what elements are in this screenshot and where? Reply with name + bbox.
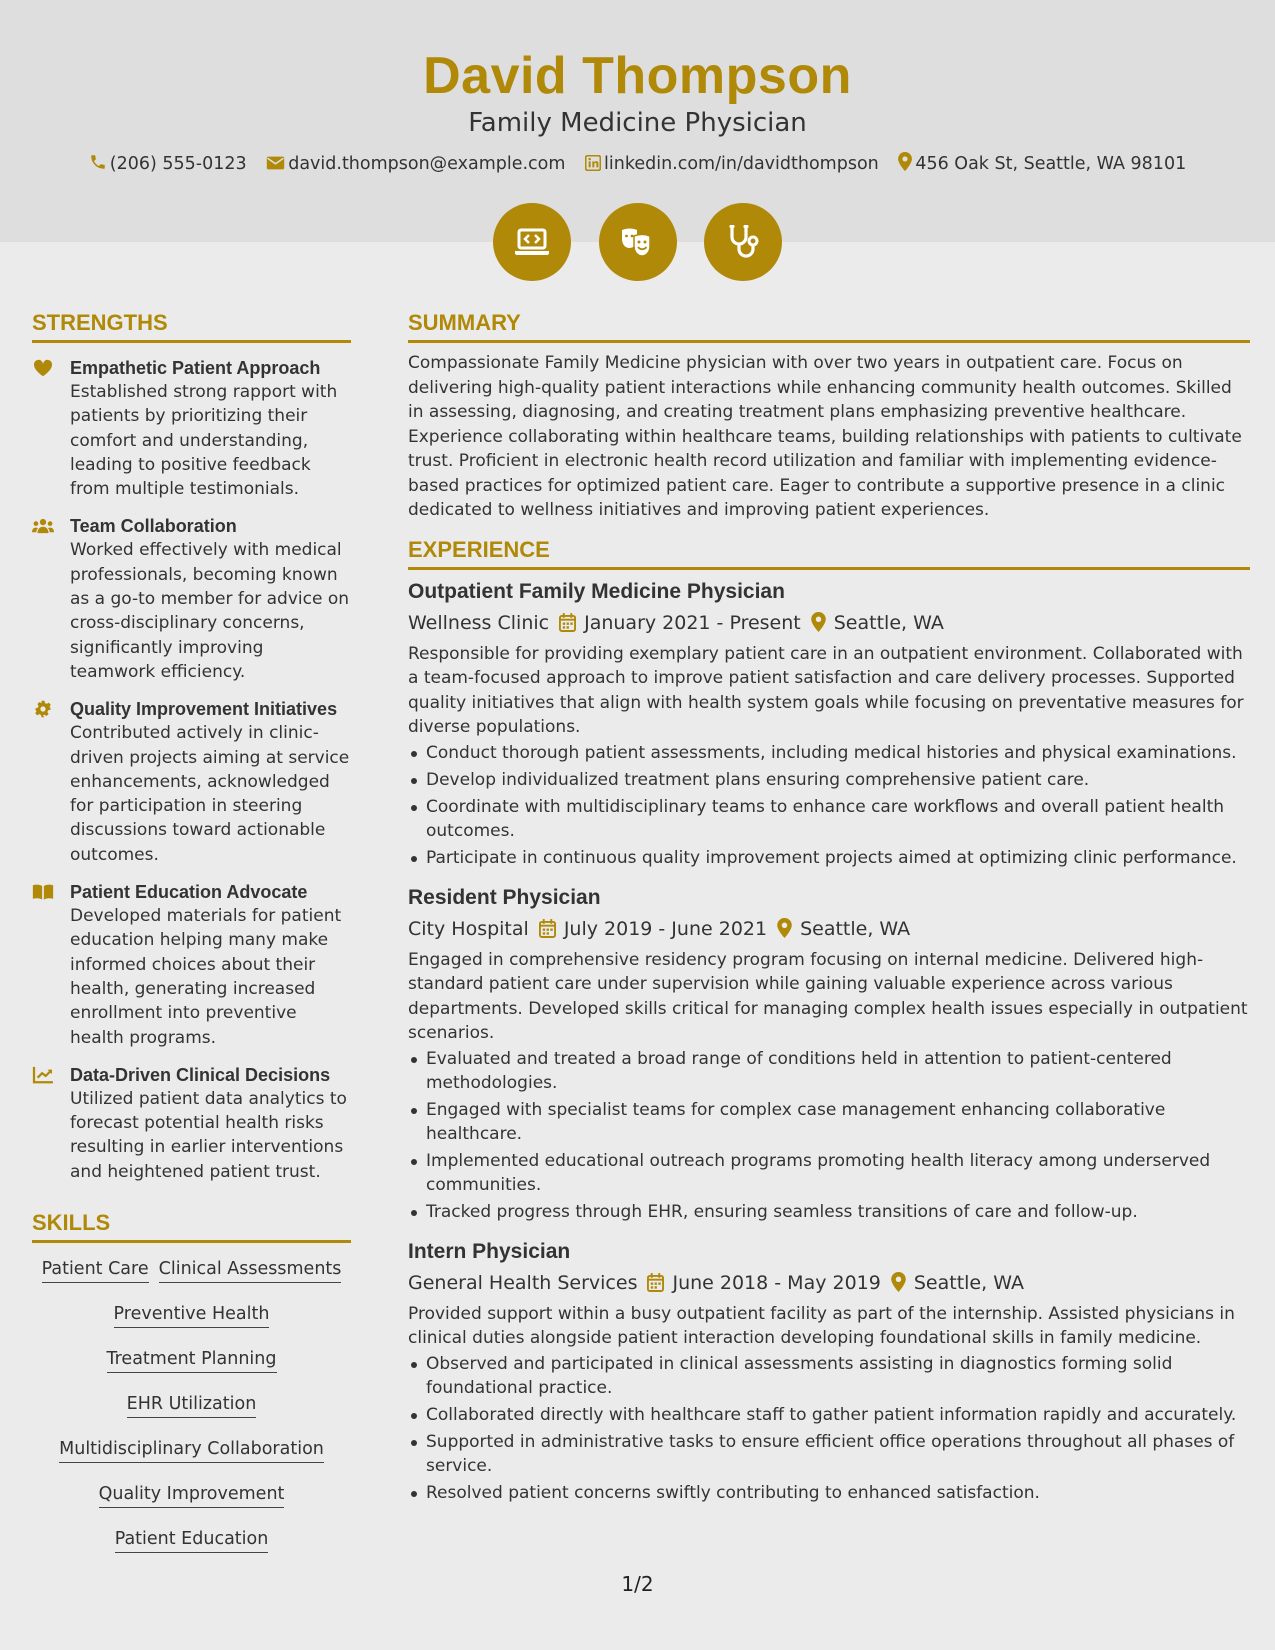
job-bullet: Supported in administrative tasks to ensure efficient office operations throughout all phases of service. bbox=[408, 1430, 1250, 1478]
job-bullets bbox=[408, 741, 1250, 870]
job-company: City Hospital bbox=[408, 917, 529, 940]
job-title: Intern Physician bbox=[408, 1239, 571, 1263]
map-marker-icon bbox=[891, 1272, 906, 1292]
calendar-icon bbox=[539, 919, 556, 938]
skill-tag: Treatment Planning bbox=[107, 1347, 277, 1373]
experience-entry bbox=[408, 884, 1250, 1224]
job-bullet: Evaluated and treated a broad range of conditions held in attention to patient-centered methodologies. bbox=[408, 1047, 1250, 1095]
job-bullet: Collaborated directly with healthcare staff to gather patient information rapidly and accurately. bbox=[408, 1403, 1250, 1427]
job-bullet: Coordinate with multidisciplinary teams to enhance care workflows and overall patient health outcomes. bbox=[408, 795, 1250, 843]
contact-email[interactable] bbox=[266, 154, 565, 174]
candidate-name: David Thompson bbox=[423, 47, 852, 105]
interest-circle-masks bbox=[599, 203, 677, 281]
job-bullet: Conduct thorough patient assessments, including medical histories and physical examinations. bbox=[408, 741, 1250, 765]
skill-tag: Clinical Assessments bbox=[159, 1257, 342, 1283]
page-number: 1/2 bbox=[621, 1572, 654, 1596]
strength-title: Patient Education Advocate bbox=[70, 882, 308, 903]
envelope-icon bbox=[266, 155, 285, 171]
job-title: Resident Physician bbox=[408, 885, 601, 909]
strength-item bbox=[32, 880, 351, 1050]
job-bullet: Tracked progress through EHR, ensuring seamless transitions of care and follow-up. bbox=[408, 1200, 1250, 1224]
skills-heading: SKILLS bbox=[32, 1210, 351, 1243]
experience-list bbox=[408, 578, 1250, 1505]
job-description: Provided support within a busy outpatient facility as part of the internship. Assisted physicians in clinical duties alongside patient interaction developing foundational skills in family medicine. bbox=[408, 1303, 1235, 1348]
job-bullets bbox=[408, 1352, 1250, 1505]
job-meta bbox=[408, 1270, 1250, 1296]
skill-tag: Patient Education bbox=[115, 1527, 269, 1553]
contact-phone[interactable] bbox=[89, 153, 247, 174]
skill-tag: Quality Improvement bbox=[99, 1482, 285, 1508]
experience-entry bbox=[408, 1238, 1250, 1505]
strength-title: Team Collaboration bbox=[70, 516, 237, 537]
strength-title: Empathetic Patient Approach bbox=[70, 358, 321, 378]
strength-text: Developed materials for patient education helping many make informed choices about their health, generating increased enrollment into preventive health programs. bbox=[70, 906, 342, 1048]
skills-list bbox=[32, 1257, 351, 1572]
job-bullet: Develop individualized treatment plans ensuring comprehensive patient care. bbox=[408, 768, 1250, 792]
job-bullet: Participate in continuous quality improvement projects aimed at optimizing clinic performance. bbox=[408, 846, 1250, 870]
job-location: Seattle, WA bbox=[913, 1271, 1024, 1294]
stethoscope-icon bbox=[725, 224, 761, 260]
strength-item bbox=[32, 697, 351, 867]
skill-tag: Multidisciplinary Collaboration bbox=[59, 1437, 324, 1463]
linkedin-icon bbox=[585, 155, 601, 171]
strength-text: Worked effectively with medical professionals, becoming known as a go-to member for advice on cross-disciplinary concerns, significantly improving teamwork efficiency. bbox=[70, 540, 349, 682]
users-icon bbox=[32, 517, 54, 535]
summary-text: Compassionate Family Medicine physician with over two years in outpatient care. Focus on delivering high-quality patient interactions while enhancing community health outcomes. Skilled in assessing, diagnosing, and creating treatment plans emphasizing preventive healthcare. Experience collaborating within healthcare teams, building relationships with patients to cultivate trust. Proficient in electronic health record utilization and familiar with implementing evidence-based practices for optimized patient care. Eager to contribute a supportive presence in a clinic dedicated to wellness initiatives and improving patient experiences. bbox=[408, 353, 1242, 520]
contact-address bbox=[898, 152, 1186, 174]
right-column bbox=[408, 310, 1250, 1508]
strength-text: Established strong rapport with patients by prioritizing their comfort and understanding, leading to positive feedback from multiple testimonials. bbox=[70, 382, 338, 500]
job-company: General Health Services bbox=[408, 1271, 638, 1294]
job-location: Seattle, WA bbox=[800, 917, 911, 940]
interest-icons bbox=[0, 203, 1275, 285]
laptop-code-icon bbox=[514, 224, 550, 260]
strengths-heading: STRENGTHS bbox=[32, 310, 351, 343]
contact-address-text: 456 Oak St, Seattle, WA 98101 bbox=[915, 154, 1187, 174]
job-description: Responsible for providing exemplary patient care in an outpatient environment. Collaborated with a team-focused approach to improve patient satisfaction and care delivery processes. Supported quality initiatives that align with health system goals while focusing on preventative measures for diverse populations. bbox=[408, 643, 1244, 737]
resume-header bbox=[0, 0, 1275, 242]
heart-icon bbox=[32, 359, 54, 377]
job-meta bbox=[408, 916, 1250, 942]
gear-icon bbox=[32, 700, 54, 718]
skill-tag: EHR Utilization bbox=[127, 1392, 257, 1418]
experience-heading: EXPERIENCE bbox=[408, 537, 1250, 570]
book-icon bbox=[32, 883, 54, 901]
job-dates: January 2021 - Present bbox=[584, 611, 801, 634]
job-bullet: Resolved patient concerns swiftly contributing to enhanced satisfaction. bbox=[408, 1481, 1250, 1505]
phone-icon bbox=[89, 153, 107, 171]
job-company: Wellness Clinic bbox=[408, 611, 550, 634]
job-location: Seattle, WA bbox=[833, 611, 944, 634]
theater-masks-icon bbox=[620, 224, 656, 260]
summary-heading: SUMMARY bbox=[408, 310, 1250, 343]
job-dates: June 2018 - May 2019 bbox=[672, 1271, 881, 1294]
job-bullet: Implemented educational outreach programs promoting health literacy among underserved communities. bbox=[408, 1149, 1250, 1197]
strength-title: Data-Driven Clinical Decisions bbox=[70, 1064, 331, 1085]
skill-tag: Preventive Health bbox=[114, 1302, 270, 1328]
map-marker-icon bbox=[777, 918, 792, 938]
contact-bar bbox=[0, 152, 1275, 174]
map-marker-icon bbox=[898, 152, 912, 171]
skill-tag: Patient Care bbox=[42, 1257, 149, 1283]
chart-line-icon bbox=[32, 1066, 54, 1084]
job-meta bbox=[408, 610, 1250, 636]
strength-item bbox=[32, 356, 351, 501]
contact-phone-text: (206) 555-0123 bbox=[109, 154, 247, 174]
map-marker-icon bbox=[811, 612, 826, 632]
contact-linkedin[interactable] bbox=[585, 154, 879, 174]
contact-linkedin-text: linkedin.com/in/davidthompson bbox=[604, 154, 879, 174]
job-bullet: Observed and participated in clinical assessments assisting in diagnostics forming solid foundational practice. bbox=[408, 1352, 1250, 1400]
strength-text: Utilized patient data analytics to forecast potential health risks resulting in earlier interventions and heightened patient trust. bbox=[70, 1088, 347, 1182]
strength-item bbox=[32, 1063, 351, 1184]
strength-item bbox=[32, 514, 351, 684]
left-column bbox=[32, 310, 351, 1572]
experience-entry bbox=[408, 578, 1250, 870]
job-dates: July 2019 - June 2021 bbox=[563, 917, 768, 940]
interest-circle-laptop bbox=[493, 203, 571, 281]
job-title: Outpatient Family Medicine Physician bbox=[408, 579, 785, 603]
contact-email-text: david.thompson@example.com bbox=[288, 154, 566, 174]
job-bullet: Engaged with specialist teams for complex case management enhancing collaborative healthcare. bbox=[408, 1098, 1250, 1146]
calendar-icon bbox=[559, 613, 576, 632]
candidate-title: Family Medicine Physician bbox=[468, 108, 807, 138]
interest-circle-stethoscope bbox=[704, 203, 782, 281]
job-description: Engaged in comprehensive residency program focusing on internal medicine. Delivered high-standard patient care under supervision while gaining valuable experience across various departments. Developed skills critical for managing complex health issues especially in outpatient scenarios. bbox=[408, 949, 1248, 1043]
job-bullets bbox=[408, 1047, 1250, 1224]
strength-title: Quality Improvement Initiatives bbox=[70, 699, 338, 720]
calendar-icon bbox=[647, 1273, 664, 1292]
strength-text: Contributed actively in clinic-driven projects aiming at service enhancements, acknowledged for participation in steering discussions toward actionable outcomes. bbox=[70, 723, 350, 865]
